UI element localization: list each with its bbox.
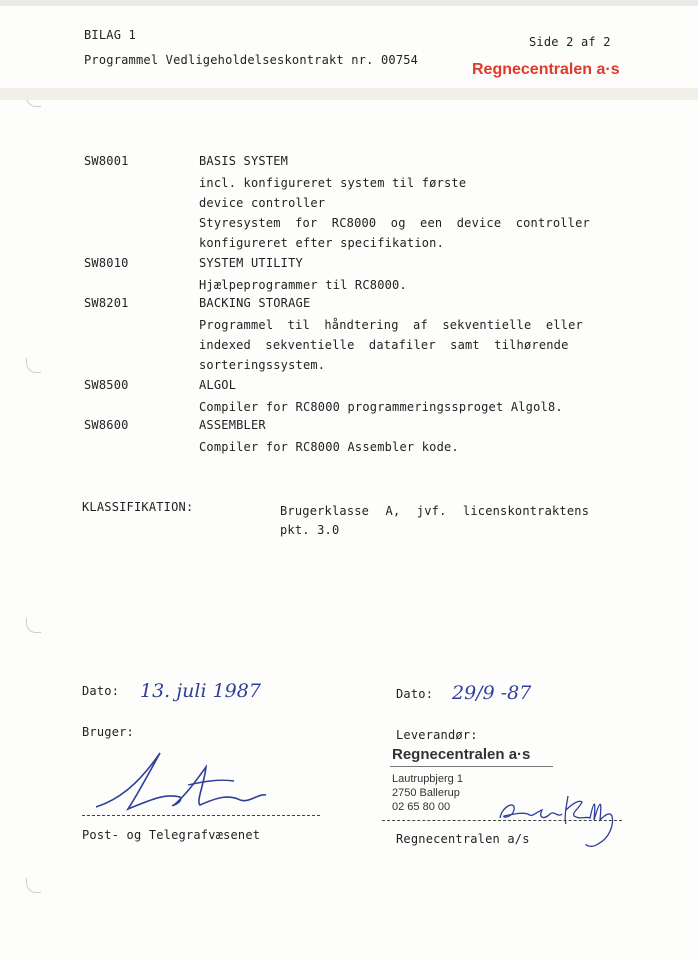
software-description-line: Styresystem for RC8000 og een device controller <box>199 216 590 230</box>
left-role-label: Bruger: <box>82 725 134 739</box>
left-handwritten-signature <box>88 745 288 820</box>
header-band <box>0 88 698 100</box>
classification-label: KLASSIFIKATION: <box>82 500 194 514</box>
software-title: BACKING STORAGE <box>199 296 311 310</box>
company-stamp-name: Regnecentralen a·s <box>392 746 531 763</box>
contract-title: Programmel Vedligeholdelseskontrakt nr. 00754 <box>84 53 419 67</box>
software-description-line: Compiler for RC8000 programmeringssproget Algol8. <box>199 400 563 414</box>
software-code: SW8500 <box>84 378 129 392</box>
software-description-line: indexed sekventielle datafiler samt tilhørende <box>199 338 569 352</box>
left-date-label: Dato: <box>82 684 120 698</box>
stamp-address-line: Lautrupbjerg 1 <box>392 773 463 785</box>
left-date-handwritten: 13. juli 1987 <box>140 680 261 702</box>
software-description-line: Compiler for RC8000 Assembler kode. <box>199 440 459 454</box>
software-title: BASIS SYSTEM <box>199 154 289 168</box>
software-code: SW8201 <box>84 296 129 310</box>
right-org-name: Regnecentralen a/s <box>396 832 530 846</box>
software-code: SW8001 <box>84 154 129 168</box>
left-org-name: Post- og Telegrafvæsenet <box>82 828 261 842</box>
software-description-line: sorteringssystem. <box>199 358 326 372</box>
right-date-label: Dato: <box>396 687 434 701</box>
punch-hole-mark <box>26 878 41 893</box>
stamp-phone-line: 02 65 80 00 <box>392 801 451 813</box>
software-description-line: Programmel til håndtering af sekventielle eller <box>199 318 583 332</box>
top-edge <box>0 0 698 6</box>
software-description-line: konfigureret efter specifikation. <box>199 236 445 250</box>
software-title: ASSEMBLER <box>199 418 266 432</box>
punch-hole-mark <box>26 358 41 373</box>
software-description-line: device controller <box>199 196 326 210</box>
stamp-underline <box>390 766 553 767</box>
software-code: SW8010 <box>84 256 129 270</box>
software-code: SW8600 <box>84 418 129 432</box>
company-logo: Regnecentralen a·s <box>472 61 620 78</box>
right-role-label: Leverandør: <box>396 728 478 742</box>
software-description-line: Hjælpeprogrammer til RC8000. <box>199 278 407 292</box>
classification-line: pkt. 3.0 <box>280 523 340 537</box>
software-title: ALGOL <box>199 378 237 392</box>
software-title: SYSTEM UTILITY <box>199 256 303 270</box>
right-signature-line <box>382 820 622 821</box>
page-indicator: Side 2 af 2 <box>529 35 611 49</box>
right-date-handwritten: 29/9 -87 <box>452 682 532 704</box>
software-description-line: incl. konfigureret system til første <box>199 176 467 190</box>
punch-hole-mark <box>26 618 41 633</box>
classification-line: Brugerklasse A, jvf. licenskontraktens <box>280 504 590 518</box>
bilag-label: BILAG 1 <box>84 28 136 42</box>
left-signature-line <box>82 815 320 816</box>
stamp-address-line: 2750 Ballerup <box>392 787 460 799</box>
